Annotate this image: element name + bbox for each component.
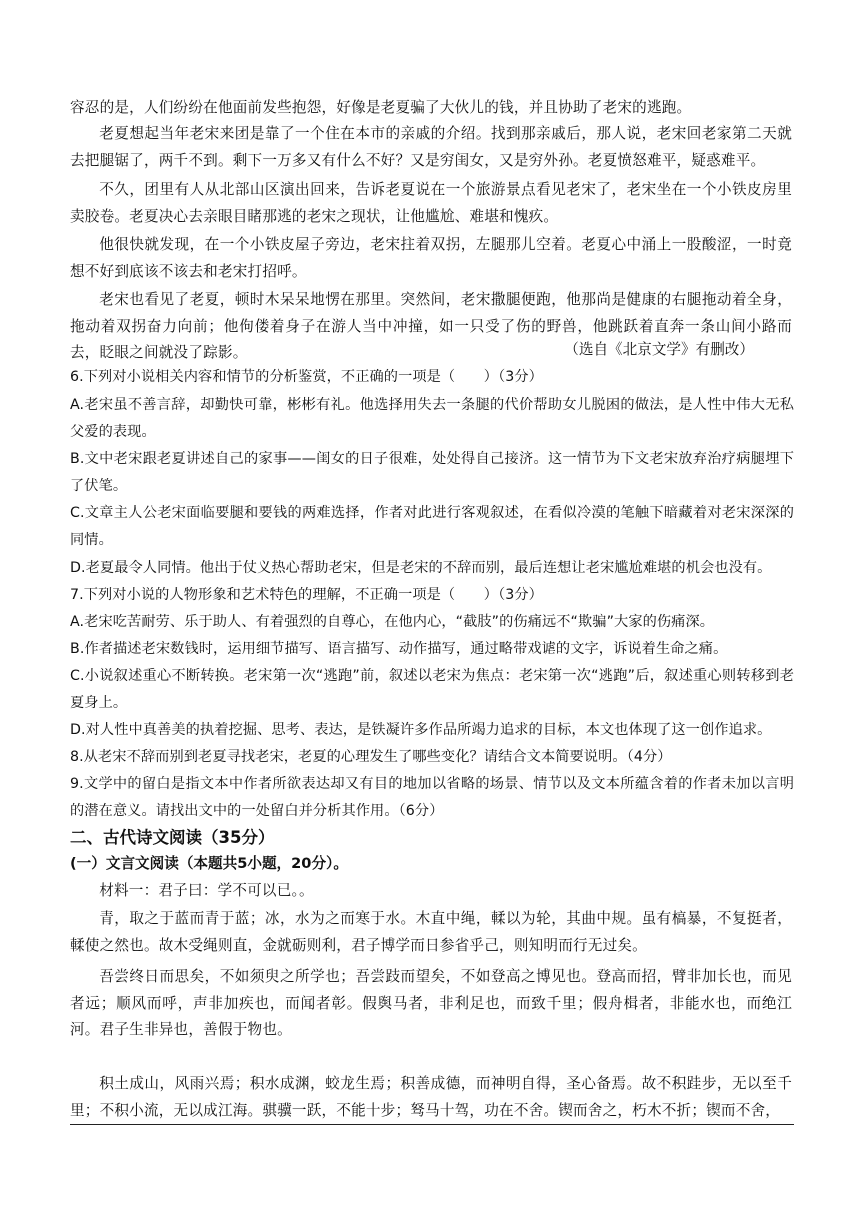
classical-paragraph-3: 积土成山，风雨兴焉；积水成渊，蛟龙生焉；积善成德，而神明自得，圣心备焉。故不积跬步，无以至千里；不积小流，无以成江海。骐骥一跃，不能十步；驽马十驾，功在不舍。锲而舍之，朽木不折；锲而不舍， — [70, 1075, 792, 1119]
subsection-heading: (一）文言文阅读（本题共5小题，20分）。 — [70, 855, 348, 872]
classical-paragraph-2: 吾尝终日而思矣，不如须臾之所学也；吾尝跂而望矣，不如登高之博见也。登高而招，臂非加长也，而见者远；顺风而呼，声非加疾也，而闻者彰。假舆马者，非利足也，而致千里；假舟楫者，非能水也，而绝江河。君子生非异也，善假于物也。 — [70, 968, 792, 1038]
material-1-title: 材料一：君子曰：学不可以已。。 — [99, 882, 314, 899]
question-7-option-b: B.作者描述老宋数钱时，运用细节描写、语言描写、动作描写，通过略带戏谑的文字，诉说着生命之痛。 — [70, 641, 728, 657]
question-6-option-b: B.文中老宋跟老夏讲述自己的家事——闺女的日子很难，处处得自己接济。这一情节为下文老宋放弃治疗病腿埋下了伏笔。 — [70, 451, 794, 494]
question-6: 6.下列对小说相关内容和情节的分析鉴赏，不正确的一项是（ ）（3分） — [70, 369, 543, 385]
story-paragraph-2: 老夏想起当年老宋来团是靠了一个住在本市的亲戚的介绍。找到那亲戚后，那人说，老宋回老家第二天就去把腿锯了，两千不到。剩下一万多又有什么不好？又是穷闺女，又是穷外孙。老夏愤怒难平，疑惑难平。 — [70, 125, 792, 169]
question-8: 8.从老宋不辞而别到老夏寻找老宋，老夏的心理发生了哪些变化？请结合文本简要说明。（4分） — [70, 749, 672, 765]
source-citation: （选自《北京文学》有删改） — [564, 341, 754, 358]
section-heading: 二、古代诗文阅读（35分） — [70, 828, 275, 847]
story-paragraph-3: 不久，团里有人从北部山区演出回来，告诉老夏说在一个旅游景点看见老宋了，老宋坐在一个小铁皮房里卖胶卷。老夏决心去亲眼目睹那逃的老宋之现状，让他尴尬、难堪和愧疚。 — [70, 181, 792, 225]
classical-paragraph-1: 青，取之于蓝而青于蓝；冰，水为之而寒于水。木直中绳，輮以为轮，其曲中规。虽有槁暴，不复挺者，輮使之然也。故木受绳则直，金就砺则利，君子博学而日参省乎己，则知明而行无过矣。 — [70, 910, 792, 954]
question-6-option-c: C.文章主人公老宋面临要腿和要钱的两难选择，作者对此进行客观叙述，在看似冷漠的笔触下暗藏着对老宋深深的同情。 — [70, 505, 794, 548]
question-7-option-c: C.小说叙述重心不断转换。老宋第一次“逃跑”前，叙述以老宋为焦点：老宋第一次“逃跑”后，叙述重心则转移到老夏身上。 — [70, 668, 794, 711]
underline-rule — [70, 1124, 794, 1125]
story-paragraph-5: 老宋也看见了老夏，顿时木呆呆地愣在那里。突然间，老宋撒腿便跑，他那尚是健康的右腿拖动着全身，拖动着双拐奋力向前；他佝偻着身子在游人当中冲撞，如一只受了伤的野兽，他跳跃着直奔一条山间小路而去，眨眼之间就没了踪影。 — [70, 291, 792, 361]
question-7-option-d: D.对人性中真善美的执着挖掘、思考、表达，是铁凝许多作品所竭力追求的目标，本文也体现了这一创作追求。 — [70, 722, 772, 738]
question-7: 7.下列对小说的人物形象和艺术特色的理解，不正确一项是（ ）（3分） — [70, 587, 543, 603]
question-9: 9.文学中的留白是指文本中作者所欲表达却又有目的地加以省略的场景、情节以及文本所蕴含着的作者未加以言明的潜在意义。请找出文中的一处留白并分析其作用。（6分） — [70, 776, 794, 819]
question-6-option-a: A.老宋虽不善言辞，却勤快可靠，彬彬有礼。他选择用失去一条腿的代价帮助女儿脱困的做法，是人性中伟大无私父爱的表现。 — [70, 397, 794, 440]
question-7-option-a: A.老宋吃苦耐劳、乐于助人、有着强烈的自尊心，在他内心，“截肢”的伤痛远不“欺骗”大家的伤痛深。 — [70, 614, 715, 630]
story-paragraph-4: 他很快就发现，在一个小铁皮屋子旁边，老宋拄着双拐，左腿那儿空着。老夏心中涌上一股酸涩，一时竟想不好到底该不该去和老宋打招呼。 — [70, 236, 792, 280]
question-6-option-d: D.老夏最令人同情。他出于仗义热心帮助老宋，但是老宋的不辞而别，最后连想让老宋尴尬难堪的机会也没有。 — [70, 560, 772, 576]
story-paragraph-1: 容忍的是，人们纷纷在他面前发些抱怨，好像是老夏骗了大伙儿的钱，并且协助了老宋的逃跑。 — [70, 99, 692, 116]
